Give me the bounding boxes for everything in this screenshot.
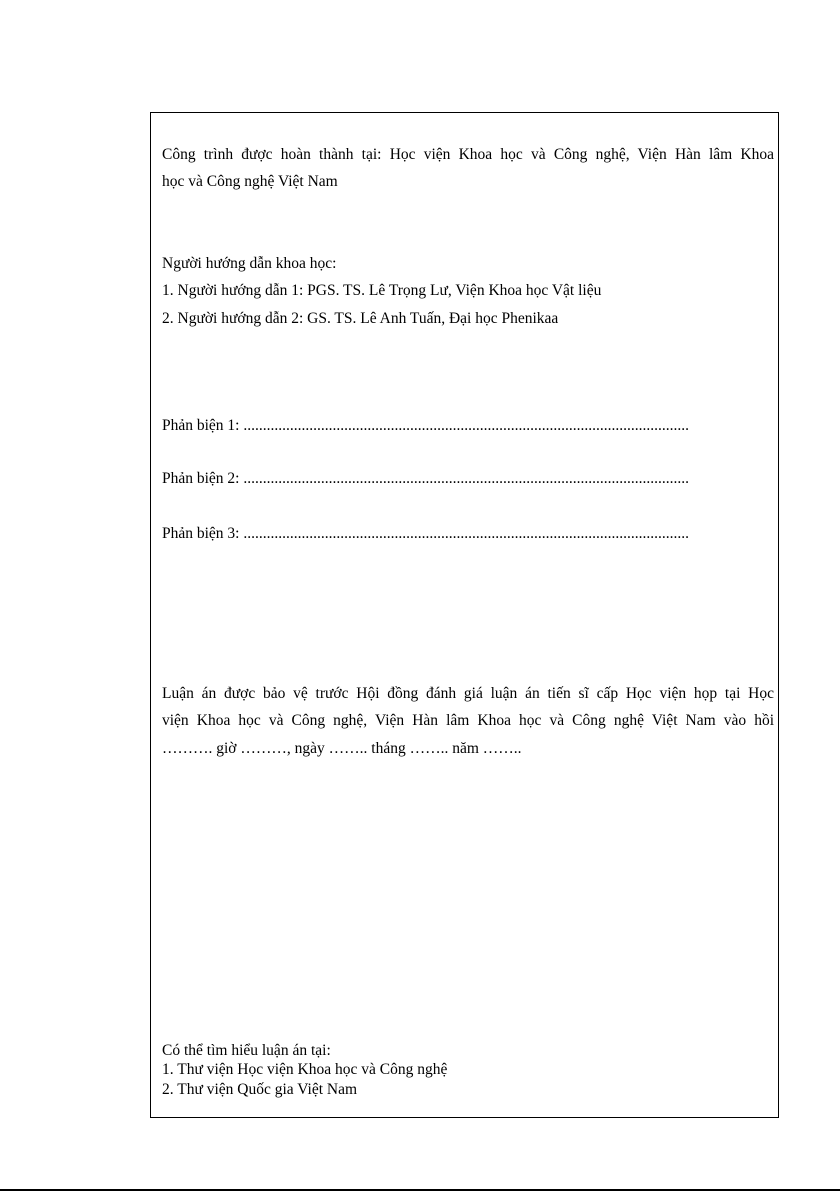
reviewer-3: Phản biện 3: ...................................................................................................................	[162, 525, 689, 542]
reviewer-1: Phản biện 1: ...................................................................................................................	[162, 417, 689, 434]
library-item: 2. Thư viện Quốc gia Việt Nam	[162, 1081, 358, 1098]
defense-line-1: Luận án được bảo vệ trước Hội đồng đánh giá luận án tiến sĩ cấp Học viện họp tại Học	[162, 685, 774, 702]
defense-line-2: viện Khoa học và Công nghệ, Viện Hàn lâm Khoa học và Công nghệ Việt Nam vào hồi	[162, 712, 774, 729]
defense-line-3: ………. giờ ………, ngày …….. tháng …….. năm ……..	[162, 740, 522, 757]
libraries-heading: Có thể tìm hiểu luận án tại:	[162, 1042, 331, 1059]
advisor-item: 2. Người hướng dẫn 2: GS. TS. Lê Anh Tuấn, Đại học Phenikaa	[162, 310, 559, 327]
advisor-item: 1. Người hướng dẫn 1: PGS. TS. Lê Trọng Lư, Viện Khoa học Vật liệu	[162, 282, 602, 299]
page-bottom-rule	[0, 1189, 840, 1191]
reviewer-2: Phản biện 2: ...................................................................................................................	[162, 470, 689, 487]
advisors-heading: Người hướng dẫn khoa học:	[162, 255, 337, 272]
completion-line-2: học và Công nghệ Việt Nam	[162, 173, 338, 190]
completion-line-1: Công trình được hoàn thành tại: Học viện Khoa học và Công nghệ, Viện Hàn lâm Khoa	[162, 146, 774, 163]
library-item: 1. Thư viện Học viện Khoa học và Công nghệ	[162, 1061, 448, 1078]
